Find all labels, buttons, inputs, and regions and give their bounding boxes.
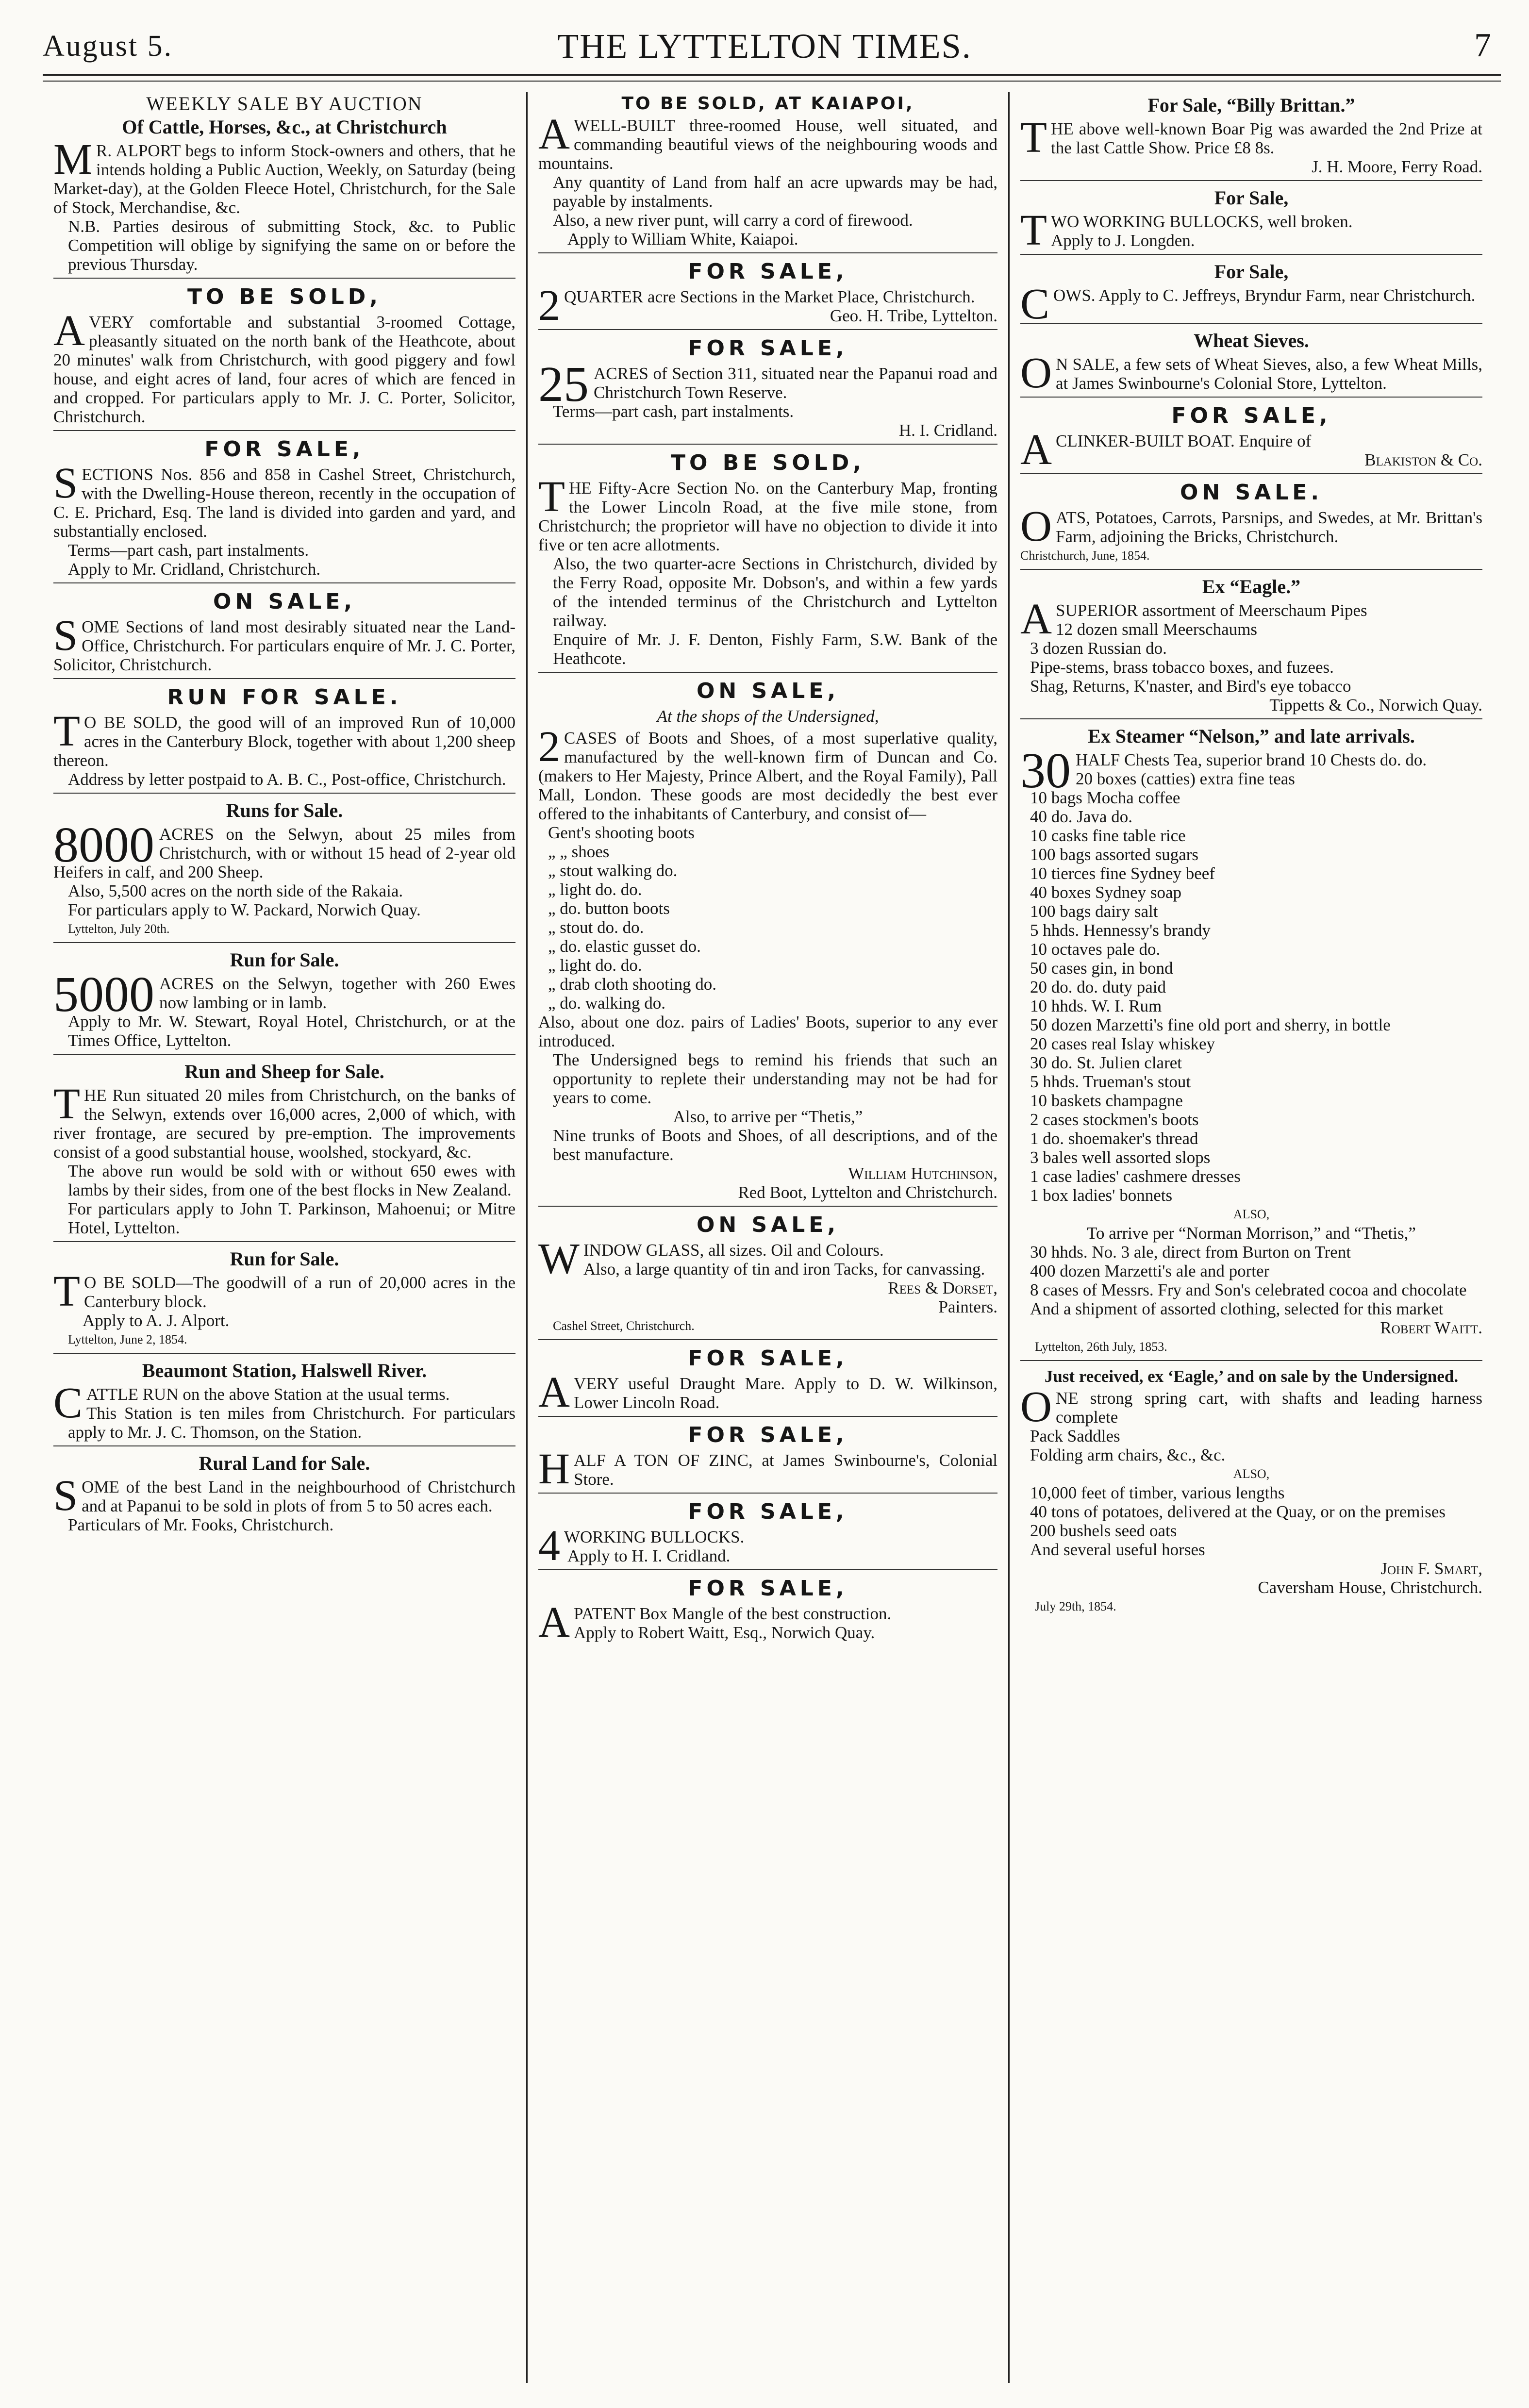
ad-date: Lyttelton, July 20th. xyxy=(68,922,170,936)
list-item: 8 cases of Messrs. Fry and Son's celebrated cocoa and chocolate xyxy=(1030,1280,1467,1299)
ad-signature-address: Red Boot, Lyttelton and Christchurch. xyxy=(738,1183,997,1202)
drop-cap: S xyxy=(53,459,78,507)
list-item: 10,000 feet of timber, various lengths xyxy=(1030,1483,1285,1502)
ad-heading: FOR SALE, xyxy=(688,1499,848,1524)
goods-list xyxy=(1020,1483,1482,1559)
list-item: 40 tons of potatoes, delivered at the Quay, or on the premises xyxy=(1030,1502,1446,1521)
ad-body: 2 CASES of Boots and Shoes, of a most superlative quality, manufactured by the well-known firm of Duncan and Co. (makers to Her Majesty, Prince Albert, and the Royal Family), Pall Mall, London. These goods are most decidedly the best ever offered to the inhabitants of Canterbury, and consist of— xyxy=(538,723,997,823)
ad-heading: FOR SALE, xyxy=(688,1346,848,1371)
ad-working-bullocks xyxy=(538,1497,997,1570)
drop-cap: T xyxy=(53,1267,80,1315)
list-item: „ light do. do. xyxy=(548,956,642,975)
ad-subheading: Of Cattle, Horses, &c., at Christchurch xyxy=(122,116,447,138)
ad-box-mangle xyxy=(538,1574,997,1646)
list-item: 3 bales well assorted slops xyxy=(1030,1148,1211,1167)
ad-draught-mare xyxy=(538,1344,997,1417)
masthead-rule xyxy=(43,74,1501,82)
goods-list xyxy=(1020,1243,1482,1318)
drop-number: 30 xyxy=(1020,743,1071,798)
ad-heading: WEEKLY SALE BY AUCTION xyxy=(146,93,423,115)
ad-heading: FOR SALE, xyxy=(204,437,365,462)
ad-fifty-acre xyxy=(538,448,997,673)
list-item: „ do. button boots xyxy=(548,899,670,918)
drop-cap: C xyxy=(1020,280,1050,324)
ad-cows xyxy=(1020,259,1482,324)
newspaper-page xyxy=(23,19,1506,2388)
ad-body: SOME Sections of land most desirably situated near the Land-Office, Christchurch. For particulars enquire of Mr. J. C. Porter, Solicitor, Christchurch. xyxy=(53,612,515,674)
ad-run-and-sheep xyxy=(53,1059,515,1242)
ad-also: ALSO, xyxy=(1233,1207,1270,1221)
ad-run-5000 xyxy=(53,947,515,1055)
drop-cap: A xyxy=(538,110,570,158)
drop-cap: 2 xyxy=(538,723,560,771)
ad-signature: H. I. Cridland. xyxy=(898,421,997,440)
ad-heading: FOR SALE, xyxy=(1171,403,1331,428)
ad-signature-address: Caversham House, Christchurch. xyxy=(1258,1578,1482,1597)
ad-body: Enquire of Mr. J. F. Denton, Fishly Farm, S.W. Bank of the Heathcote. xyxy=(553,630,997,668)
ad-clinker-boat xyxy=(1020,401,1482,474)
ad-heading: FOR SALE, xyxy=(688,259,848,284)
list-item: „ do. elastic gusset do. xyxy=(548,937,701,956)
drop-number: 5000 xyxy=(53,966,154,1022)
ad-heading: Run for Sale. xyxy=(230,1248,339,1270)
goods-list xyxy=(538,823,997,1013)
list-item: 200 bushels seed oats xyxy=(1030,1521,1177,1540)
drop-cap: T xyxy=(538,473,565,521)
list-item: 50 cases gin, in bond xyxy=(1030,959,1173,978)
ad-section-311 xyxy=(538,334,997,445)
ad-body: 25 ACRES of Section 311, situated near the Papanui road and Christchurch Town Reserve. xyxy=(538,356,997,412)
list-item: 1 do. shoemaker's thread xyxy=(1030,1129,1198,1148)
ad-body: Also, a large quantity of tin and iron Tacks, for canvassing. xyxy=(583,1260,985,1279)
list-item: „ drab cloth shooting do. xyxy=(548,975,717,994)
ad-heading: TO BE SOLD, xyxy=(187,284,382,309)
ad-signature: Rees & Dorset, xyxy=(888,1279,997,1297)
masthead xyxy=(23,19,1506,73)
drop-cap: S xyxy=(53,612,78,660)
ad-heading: RUN FOR SALE. xyxy=(167,685,402,710)
ad-subheading: At the shops of the Undersigned, xyxy=(657,707,879,726)
ad-body: Also, a new river punt, will carry a cord of firewood. xyxy=(553,211,913,230)
ad-body: Also, the two quarter-acre Sections in Christchurch, divided by the Ferry Road, opposite Mr. Dobson's, and within a few yards of the intended terminus of the Christchurch and Lyttelton railway. xyxy=(553,554,997,630)
list-item: Shag, Returns, K'naster, and Bird's eye tobacco xyxy=(1030,677,1351,696)
ad-date: Christchurch, June, 1854. xyxy=(1020,548,1150,563)
drop-number: 8000 xyxy=(53,817,154,873)
ad-body: T O BE SOLD, the good will of an improved Run of 10,000 acres in the Canterbury Block, together with about 1,200 sheep thereon. xyxy=(53,707,515,770)
ad-body: THE Run situated 20 miles from Christchurch, on the banks of the Selwyn, extends over 16,000 acres, 2,000 of which, with river frontage, are secured by pre-emption. The improvements consist of a good substantial house, woolshed, stockyard, &c. xyxy=(53,1080,515,1162)
ad-body: The above run would be sold with or without 650 ewes with lambs by their sides, from one of the best flocks in New Zealand. xyxy=(68,1162,515,1199)
ad-body: AVERY comfortable and substantial 3-roomed Cottage, pleasantly situated on the north bank of the Heathcote, about 20 minutes' walk from Christchurch, with good piggery and fowl house, and eight acres of land, four acres of which are fenced in and cropped. For particulars apply to Mr. J. C. Porter, Solicitor, Christchurch. xyxy=(53,307,515,426)
ad-body: Terms—part cash, part instalments. xyxy=(68,541,309,560)
list-item: 10 octaves pale do. xyxy=(1030,940,1161,959)
ad-body: Apply to A. J. Alport. xyxy=(83,1311,230,1330)
ad-body: Also, 5,500 acres on the north side of the Rakaia. xyxy=(68,881,403,900)
ad-boar-pig xyxy=(1020,92,1482,181)
ad-heading: Ex Steamer “Nelson,” and late arrivals. xyxy=(1088,725,1415,747)
ad-body: OATS, Potatoes, Carrots, Parsnips, and Swedes, at Mr. Brittan's Farm, adjoining the Bricks, Christchurch. xyxy=(1020,502,1482,550)
ad-also: ALSO, xyxy=(1233,1467,1270,1481)
ad-heading: FOR SALE, xyxy=(688,1423,848,1447)
drop-cap: O xyxy=(1020,502,1052,550)
ad-run-for-sale xyxy=(53,683,515,794)
ad-body: AWELL-BUILT three-roomed House, well situated, and commanding beautiful views of the neighbouring woods and mountains. xyxy=(538,110,997,173)
ad-address: Cashel Street, Christchurch. xyxy=(553,1319,695,1333)
list-item: 10 tierces fine Sydney beef xyxy=(1030,864,1215,883)
ad-body: Apply to H. I. Cridland. xyxy=(567,1546,731,1565)
column-right xyxy=(1010,92,1493,2383)
ad-eagle-received xyxy=(1020,1365,1482,1620)
list-item: 20 cases real Islay whiskey xyxy=(1030,1034,1215,1053)
ad-body: THE above well-known Boar Pig was awarded the 2nd Prize at the last Cattle Show. Price £8 8s. xyxy=(1020,114,1482,162)
ad-body: 30 HALF Chests Tea, superior brand 10 Chests do. do. xyxy=(1020,743,1427,798)
ad-body: Nine trunks of Boots and Shoes, of all descriptions, and of the best manufacture. xyxy=(553,1126,997,1164)
ad-signature: Robert Waitt. xyxy=(1380,1318,1482,1337)
drop-cap: 2 xyxy=(538,282,560,330)
drop-cap: S xyxy=(53,1472,78,1520)
list-item: „ light do. do. xyxy=(548,880,642,899)
ad-body: Terms—part cash, part instalments. xyxy=(553,402,794,421)
ad-body: Apply to Robert Waitt, Esq., Norwich Quay. xyxy=(574,1623,875,1642)
drop-cap: T xyxy=(1020,206,1047,254)
ad-heading: Run and Sheep for Sale. xyxy=(184,1061,384,1082)
drop-number: 25 xyxy=(538,356,589,412)
ad-body: HALF A TON OF ZINC, at James Swinbourne's, Colonial Store. xyxy=(538,1445,997,1493)
ad-heading: FOR SALE, xyxy=(688,336,848,361)
ad-signature-title: Painters. xyxy=(938,1297,997,1316)
ad-body: COWS. Apply to C. Jeffreys, Bryndur Farm, near Christchurch. xyxy=(1020,280,1476,324)
list-item: 400 dozen Marzetti's ale and porter xyxy=(1030,1262,1270,1280)
list-item: Pack Saddles xyxy=(1030,1427,1120,1445)
ad-heading: Beaumont Station, Halswell River. xyxy=(142,1360,427,1381)
ad-heading: Run for Sale. xyxy=(230,949,339,971)
ad-heading: ON SALE. xyxy=(1180,480,1323,505)
ad-heading: Just received, ex ‘Eagle,’ and on sale by the Undersigned. xyxy=(1044,1367,1459,1386)
ad-signature: Geo. H. Tribe, Lyttelton. xyxy=(830,306,997,325)
drop-cap: O xyxy=(1020,349,1052,397)
ad-body: Apply to Mr. Cridland, Christchurch. xyxy=(68,560,321,579)
drop-cap: T xyxy=(53,1080,80,1128)
ad-body: Apply to Mr. W. Stewart, Royal Hotel, Christchurch, or at the Times Office, Lyttelton. xyxy=(68,1012,515,1050)
ad-body: This Station is ten miles from Christchurch. For particulars apply to Mr. J. C. Thomson, on the Station. xyxy=(68,1404,515,1442)
list-item: 1 case ladies' cashmere dresses xyxy=(1030,1167,1241,1186)
ad-signature: Blakiston & Co. xyxy=(1364,450,1482,469)
newspaper-title: THE LYTTELTON TIMES. xyxy=(557,27,972,66)
drop-cap: M xyxy=(53,135,93,183)
ad-body: CATTLE RUN on the above Station at the usual terms. xyxy=(53,1379,450,1427)
ad-oats-potatoes xyxy=(1020,478,1482,570)
list-item: Folding arm chairs, &c., &c. xyxy=(1030,1445,1226,1464)
ad-signature: J. H. Moore, Ferry Road. xyxy=(1312,157,1482,176)
ad-body: Particulars of Mr. Fooks, Christchurch. xyxy=(68,1515,334,1534)
issue-date: August 5. xyxy=(43,30,173,63)
list-item: 1 box ladies' bonnets xyxy=(1030,1186,1173,1205)
ad-two-bullocks xyxy=(1020,185,1482,255)
ad-signature: Apply to J. Longden. xyxy=(1050,231,1195,250)
ad-body: Address by letter postpaid to A. B. C., Post-office, Christchurch. xyxy=(68,770,506,789)
ad-heading: TO BE SOLD, xyxy=(670,450,865,475)
page-number: 7 xyxy=(1474,27,1491,64)
list-item: 40 do. Java do. xyxy=(1030,807,1132,826)
list-item: 30 do. St. Julien claret xyxy=(1030,1053,1182,1072)
ad-cottage xyxy=(53,282,515,431)
ad-body: ASUPERIOR assortment of Meerschaum Pipes xyxy=(1020,595,1367,643)
list-item: 100 bags dairy salt xyxy=(1030,902,1158,921)
list-item: 10 casks fine table rice xyxy=(1030,826,1186,845)
drop-cap: T xyxy=(53,707,80,755)
drop-cap: A xyxy=(538,1598,570,1646)
list-item: „ do. walking do. xyxy=(548,994,666,1013)
ad-beaumont-station xyxy=(53,1358,515,1446)
ad-body: THE Fifty-Acre Section No. on the Canterbury Map, fronting the Lower Lincoln Road, at the five mile stone, from Christchurch; the proprietor will have no objection to divide it into five or ten acre allotments. xyxy=(538,473,997,554)
ad-body: ONE strong spring cart, with shafts and leading harness complete xyxy=(1020,1383,1482,1431)
drop-cap: T xyxy=(1020,114,1047,162)
ad-rural-land xyxy=(53,1450,515,1538)
ad-heading: Rural Land for Sale. xyxy=(199,1452,370,1474)
columns xyxy=(43,92,1499,2383)
ad-body: ACLINKER-BUILT BOAT. Enquire of xyxy=(1020,426,1312,474)
ad-body: 5000 ACRES on the Selwyn, together with 260 Ewes now lambing or in lamb. xyxy=(53,966,515,1022)
drop-cap: H xyxy=(538,1445,570,1493)
ad-date: Lyttelton, June 2, 1854. xyxy=(68,1332,187,1346)
list-item: And a shipment of assorted clothing, selected for this market xyxy=(1030,1299,1444,1318)
ad-body: For particulars apply to John T. Parkinson, Mahoenui; or Mitre Hotel, Lyttelton. xyxy=(68,1199,515,1237)
list-item: 2 cases stockmen's boots xyxy=(1030,1110,1199,1129)
ad-meerschaum xyxy=(1020,574,1482,719)
ad-quarter-acre xyxy=(538,257,997,330)
ad-nelson-arrivals xyxy=(1020,723,1482,1361)
drop-cap: A xyxy=(53,307,85,355)
list-item: 10 baskets champagne xyxy=(1030,1091,1183,1110)
ad-body: 4 WORKING BULLOCKS. xyxy=(538,1522,745,1570)
ad-body: AVERY useful Draught Mare. Apply to D. W. Wilkinson, Lower Lincoln Road. xyxy=(538,1368,997,1416)
drop-cap: O xyxy=(1020,1383,1052,1431)
list-item: 100 bags assorted sugars xyxy=(1030,845,1199,864)
list-item: 40 boxes Sydney soap xyxy=(1030,883,1182,902)
column-middle xyxy=(526,92,1010,2383)
list-item: 20 boxes (catties) extra fine teas xyxy=(1076,769,1295,788)
ad-body: WINDOW GLASS, all sizes. Oil and Colours. xyxy=(538,1235,884,1283)
list-item: 20 do. do. duty paid xyxy=(1030,978,1166,996)
ad-kaiapoi-house xyxy=(538,92,997,253)
ad-body: O N SALE, a few sets of Wheat Sieves, also, a few Wheat Mills, at James Swinbourne's Colonial Store, Lyttelton. xyxy=(1020,349,1482,397)
ad-body: TWO WORKING BULLOCKS, well broken. xyxy=(1020,206,1353,254)
column-left xyxy=(43,92,526,2383)
ad-weekly-sale xyxy=(53,92,515,279)
drop-cap: W xyxy=(538,1235,580,1283)
ad-sections-cashel xyxy=(53,435,515,583)
ad-boots-shoes xyxy=(538,677,997,1207)
drop-cap: A xyxy=(538,1368,570,1416)
ad-body: Any quantity of Land from half an acre upwards may be had, payable by instalments. xyxy=(553,173,997,211)
drop-cap: A xyxy=(1020,426,1052,474)
ad-body: Also, to arrive per “Thetis,” xyxy=(673,1107,863,1126)
goods-list xyxy=(1020,769,1482,1205)
ad-heading: FOR SALE, xyxy=(688,1576,848,1601)
drop-cap: 4 xyxy=(538,1522,560,1570)
ad-body: 8000 ACRES on the Selwyn, about 25 miles from Christchurch, with or without 15 head of 2-year old Heifers in calf, and 200 Sheep. xyxy=(53,817,515,881)
ad-body: M R. ALPORT begs to inform Stock-owners and others, that he intends holding a Public Auction, Weekly, on Saturday (being Market-day), at the Golden Fleece Hotel, Christchurch, for the Sale of Stock, Merchandise, &c. xyxy=(53,135,515,217)
ad-date: July 29th, 1854. xyxy=(1035,1599,1116,1613)
ad-signature: John F. Smart, xyxy=(1380,1559,1482,1578)
ad-subheading: To arrive per “Norman Morrison,” and “Thetis,” xyxy=(1087,1224,1416,1243)
goods-list xyxy=(1020,1427,1482,1464)
ad-heading: For Sale, xyxy=(1214,187,1289,209)
ad-land-sections xyxy=(53,587,515,679)
ad-body: The Undersigned begs to remind his friends that such an opportunity to replete their understanding may not be had for years to come. xyxy=(553,1050,997,1107)
list-item: 30 hhds. No. 3 ale, direct from Burton on Trent xyxy=(1030,1243,1351,1262)
list-item: „ stout do. do. xyxy=(548,918,644,937)
list-item: 5 hhds. Trueman's stout xyxy=(1030,1072,1191,1091)
ad-heading: Runs for Sale. xyxy=(226,799,343,821)
ad-body: APATENT Box Mangle of the best construction. xyxy=(538,1598,892,1646)
ad-heading: ON SALE, xyxy=(696,1212,840,1237)
list-item: 3 dozen Russian do. xyxy=(1030,639,1167,658)
ad-date: Lyttelton, 26th July, 1853. xyxy=(1035,1340,1167,1354)
list-item: Gent's shooting boots xyxy=(548,823,695,842)
ad-body: T O BE SOLD—The goodwill of a run of 20,000 acres in the Canterbury block. xyxy=(53,1267,515,1315)
ad-heading: TO BE SOLD, AT KAIAPOI, xyxy=(621,94,914,114)
ad-body: N.B. Parties desirous of submitting Stock, &c. to Public Competition will oblige by signifying the same on or before the previous Thursday. xyxy=(68,217,515,274)
list-item: And several useful horses xyxy=(1030,1540,1205,1559)
list-item: 12 dozen small Meerschaums xyxy=(1056,620,1258,639)
ad-body: SECTIONS Nos. 856 and 858 in Cashel Street, Christchurch, with the Dwelling-House thereon, recently in the occupation of C. E. Prichard, Esq. The land is divided into garden and yard, and substantially enclosed. xyxy=(53,459,515,541)
drop-cap: A xyxy=(1020,595,1052,643)
ad-heading: For Sale, “Billy Brittan.” xyxy=(1147,94,1355,116)
ad-body: SOME of the best Land in the neighbourhood of Christchurch and at Papanui to be sold in plots of from 5 to 50 acres each. xyxy=(53,1472,515,1520)
list-item: Pipe-stems, brass tobacco boxes, and fuzees. xyxy=(1030,658,1334,677)
ad-window-glass xyxy=(538,1211,997,1340)
goods-list xyxy=(1020,620,1482,696)
ad-heading: ON SALE, xyxy=(696,679,840,703)
ad-heading: Wheat Sieves. xyxy=(1194,330,1309,351)
ad-body: Apply to William White, Kaiapoi. xyxy=(567,230,798,249)
ad-wheat-sieves xyxy=(1020,328,1482,398)
ad-body: For particulars apply to W. Packard, Norwich Quay. xyxy=(68,900,421,919)
list-item: 10 bags Mocha coffee xyxy=(1030,788,1180,807)
list-item: „ stout walking do. xyxy=(548,861,678,880)
list-item: 50 dozen Marzetti's fine old port and sherry, in bottle xyxy=(1030,1015,1391,1034)
list-item: „ „ shoes xyxy=(548,842,610,861)
ad-body: Also, about one doz. pairs of Ladies' Boots, superior to any ever introduced. xyxy=(538,1013,997,1050)
drop-cap: C xyxy=(53,1379,83,1427)
ad-heading: For Sale, xyxy=(1214,261,1289,282)
list-item: 5 hhds. Hennessy's brandy xyxy=(1030,921,1211,940)
ad-zinc xyxy=(538,1421,997,1494)
ad-heading: Ex “Eagle.” xyxy=(1202,576,1301,598)
ad-body: 2 QUARTER acre Sections in the Market Place, Christchurch. xyxy=(538,282,975,330)
list-item: 10 hhds. W. I. Rum xyxy=(1030,996,1162,1015)
ad-runs-selwyn xyxy=(53,797,515,943)
ad-run-goodwill xyxy=(53,1246,515,1354)
ad-signature: William Hutchinson, xyxy=(848,1164,997,1183)
ad-signature: Tippetts & Co., Norwich Quay. xyxy=(1269,696,1482,714)
ad-heading: ON SALE, xyxy=(213,589,356,614)
